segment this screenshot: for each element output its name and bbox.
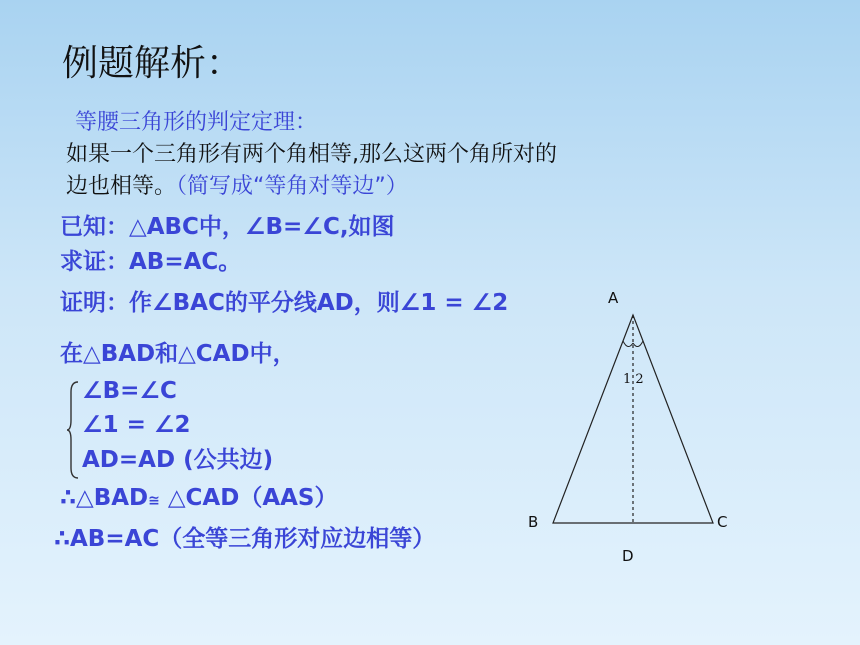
proof-start: 证明：作∠BAC的平分线AD，则∠1 = ∠2 [60, 290, 509, 316]
angle-2-arc [633, 341, 643, 347]
condition-1: ∠B=∠C [82, 378, 177, 404]
theorem-abbreviation: （简写成“等角对等边”） [176, 174, 408, 199]
conclusion-equal-sides: ∴AB=AC（全等三角形对应边相等） [54, 526, 436, 552]
conclusion-congruent [60, 487, 338, 510]
theorem-heading: 等腰三角形的判定定理： [75, 110, 318, 135]
congruent-symbol: ≅ [148, 493, 160, 509]
theorem-line-1: 如果一个三角形有两个角相等,那么这两个角所对的 [66, 142, 557, 167]
vertex-label-b: B [528, 513, 539, 531]
vertex-label-a: A [608, 289, 619, 307]
triangle-diagram [520, 285, 760, 575]
curly-brace [66, 380, 80, 480]
theorem-line-2-text: 边也相等。 [66, 174, 177, 199]
page-title: 例题解析： [62, 43, 243, 84]
condition-3: AD=AD (公共边) [82, 447, 274, 473]
angle-labels: 1 2 [623, 372, 644, 387]
theorem-line-2 [66, 176, 408, 198]
condition-2: ∠1 = ∠2 [82, 412, 191, 438]
given-statement: 已知：△ABC中，∠B=∠C,如图 [60, 214, 395, 240]
conclusion-1-prefix: ∴△BAD [60, 485, 149, 511]
conclusion-1-suffix: △CAD（AAS） [159, 485, 338, 511]
triangle-figure [520, 285, 760, 575]
in-triangles-line: 在△BAD和△CAD中， [60, 341, 296, 367]
vertex-label-c: C [717, 513, 728, 531]
foot-label-d: D [622, 547, 634, 565]
prove-statement: 求证：AB=AC。 [60, 249, 242, 275]
angle-1-arc [623, 341, 633, 347]
